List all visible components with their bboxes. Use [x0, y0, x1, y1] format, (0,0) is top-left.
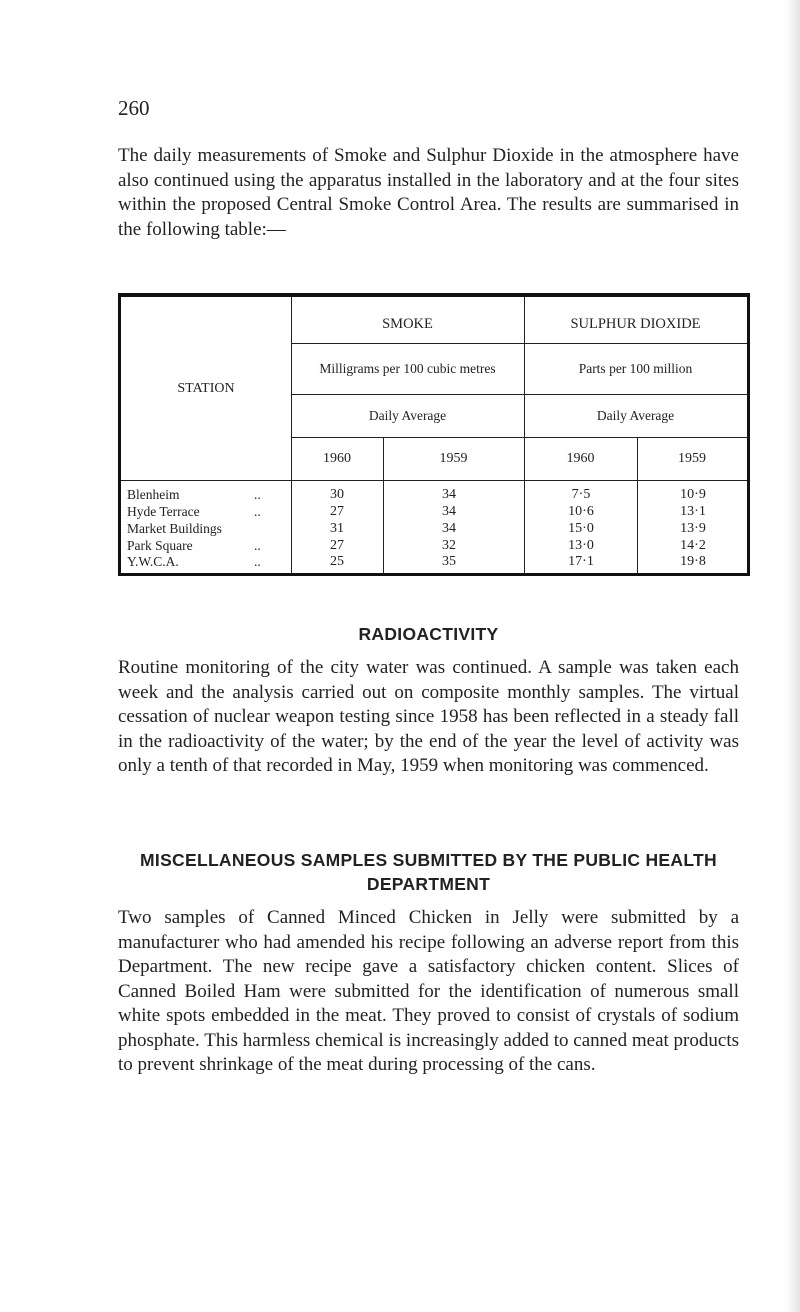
smoke-1959-value: 34	[442, 521, 456, 536]
year-smoke-1959: 1959	[439, 450, 468, 466]
sulphur-dioxide-header: SULPHUR DIOXIDE	[570, 315, 701, 332]
smoke-daily-average: Daily Average	[368, 407, 447, 423]
miscellaneous-heading: MISCELLANEOUS SAMPLES SUBMITTED BY THE PUBLIC HEALTH DEPARTMENT	[140, 850, 717, 894]
radioactivity-paragraph: Routine monitoring of the city water was continued. A sample was taken each week and the analysis carried out on composite monthly samples. The virtual cessation of nuclear weapon testing since 1958 has been reflected in a steady fall in the radioactivity of the water; by the end of the year the level of activity was only a tenth of that recorded in May, 1959 when monitoring was commenced.	[118, 657, 739, 776]
leader-dots: ..	[254, 487, 261, 502]
so2-1959-value: 19·8	[680, 554, 706, 569]
so2-1959-value: 13·1	[680, 504, 706, 519]
year-smoke-1960: 1960	[323, 450, 351, 466]
leader-dots: ..	[254, 554, 261, 569]
smoke-1960-value: 27	[330, 504, 344, 519]
smoke-header: SMOKE	[382, 315, 433, 332]
smoke-1959-value: 34	[442, 487, 456, 502]
station-name: Hyde Terrace	[127, 504, 200, 519]
smoke-1960-value: 30	[330, 487, 344, 502]
radioactivity-heading: RADIOACTIVITY	[358, 624, 499, 644]
so2-1960-value: 7·5	[571, 487, 591, 502]
station-name: Blenheim	[127, 487, 180, 502]
year-so2-1959: 1959	[678, 450, 706, 466]
station-header: STATION	[177, 380, 235, 396]
smoke-1959-value: 35	[442, 554, 456, 569]
so2-1960-value: 13·0	[568, 538, 594, 553]
so2-1959-value: 10·9	[680, 487, 706, 502]
miscellaneous-paragraph: Two samples of Canned Minced Chicken in Jelly were submitted by a manufacturer who had amended his recipe following an adverse report from this Department. The new recipe gave a satisfactory chicken content. Slices of Canned Boiled Ham were submitted for the identification of numerous small white spots embedded in the meat. They proved to consist of crystals of sodium phosphate. This harmless chemical is increasingly added to canned meat products to prevent shrinkage of the meat during processing of the cans.	[118, 907, 739, 1075]
so2-1959-value: 13·9	[680, 521, 706, 536]
smoke-1959-value: 34	[442, 504, 456, 519]
air-pollution-table	[118, 293, 750, 576]
station-name: Market Buildings	[127, 521, 222, 536]
page-edge-shadow	[786, 0, 800, 1312]
station-name: Y.W.C.A.	[127, 554, 179, 569]
so2-1960-value: 17·1	[568, 554, 594, 569]
smoke-1960-value: 27	[330, 538, 344, 553]
page-number: 260	[118, 96, 150, 120]
leader-dots: ..	[254, 504, 261, 519]
so2-1960-value: 10·6	[568, 504, 594, 519]
smoke-1960-value: 31	[330, 521, 344, 536]
smoke-1959-value: 32	[442, 538, 456, 553]
station-name: Park Square	[127, 538, 193, 553]
intro-paragraph: The daily measurements of Smoke and Sulphur Dioxide in the atmosphere have also continued using the apparatus installed in the laboratory and at the four sites within the proposed Central Smoke Control Area. The results are summarised in the following table:—	[118, 145, 739, 240]
so2-1960-value: 15·0	[568, 521, 594, 536]
so2-1959-value: 14·2	[680, 538, 706, 553]
smoke-unit: Milligrams per 100 cubic metres	[319, 361, 496, 376]
sulphur-dioxide-unit: Parts per 100 million	[578, 360, 693, 376]
year-so2-1960: 1960	[566, 450, 595, 466]
smoke-1960-value: 25	[330, 554, 344, 569]
leader-dots: ..	[254, 538, 261, 553]
sulphur-dioxide-daily-average: Daily Average	[596, 407, 675, 423]
